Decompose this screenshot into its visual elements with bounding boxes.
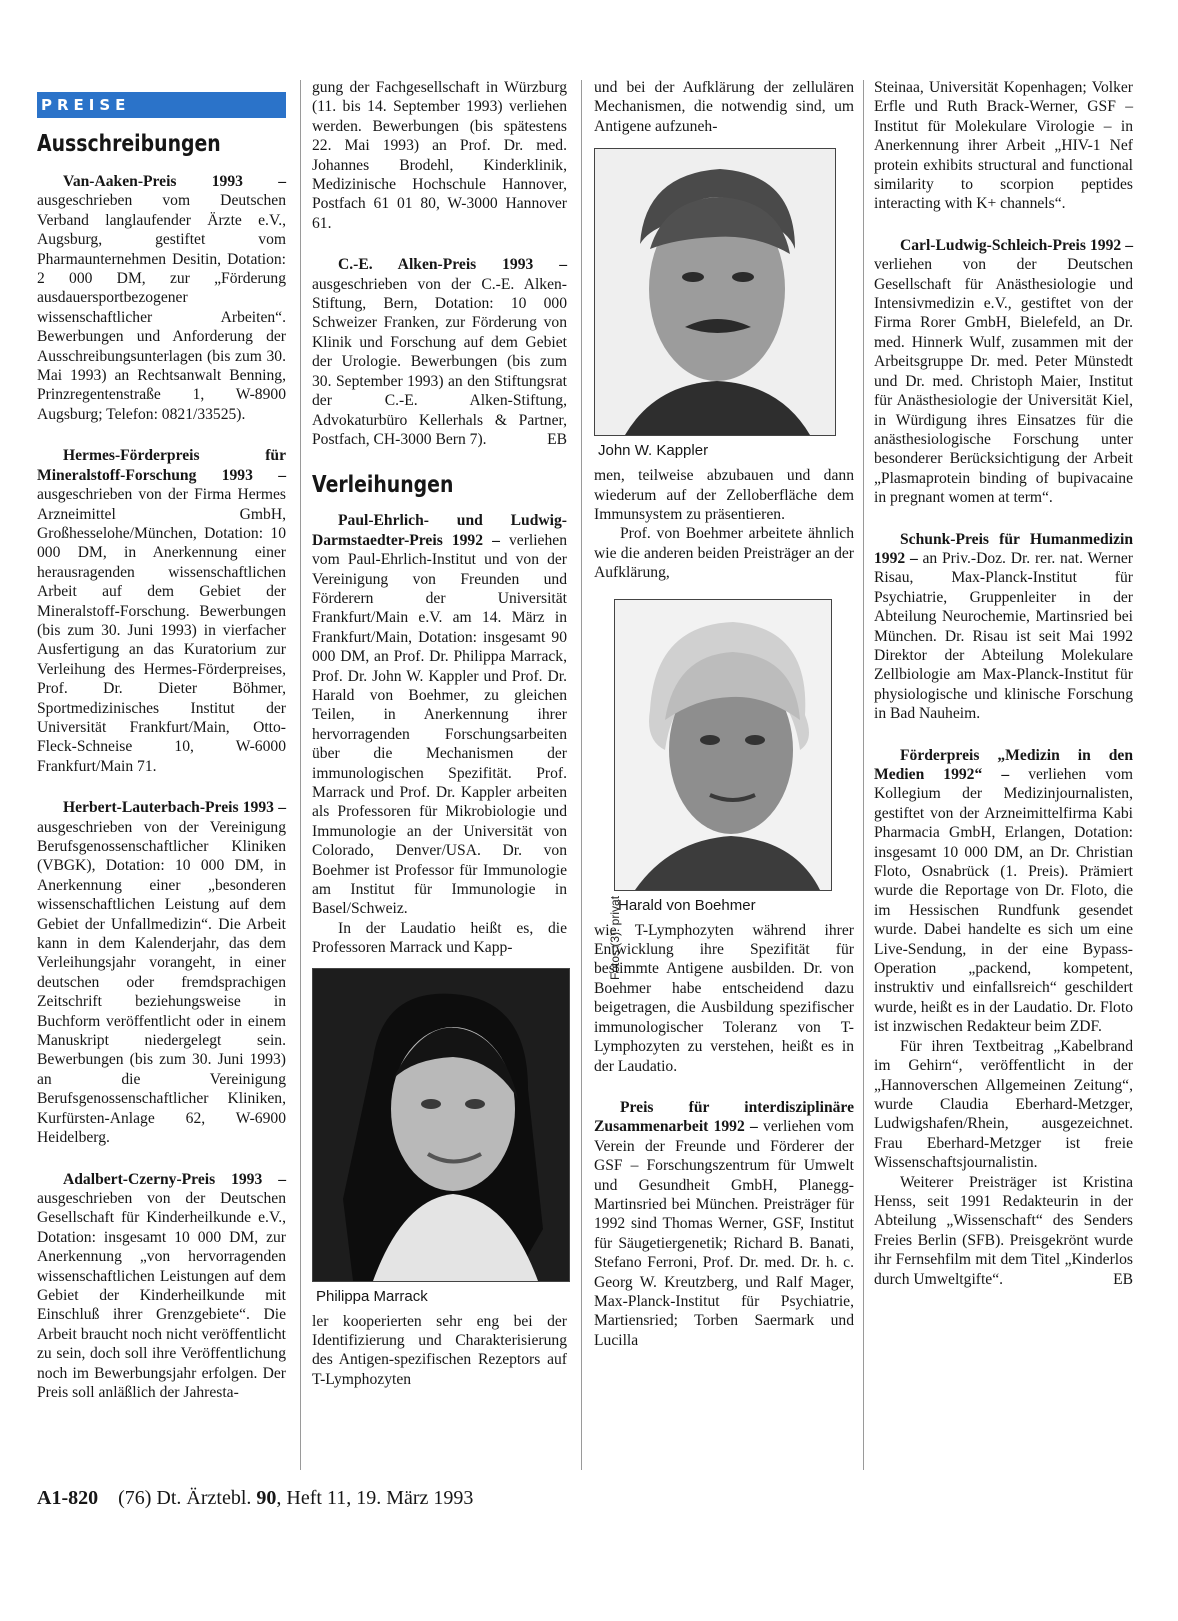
entry-title: Van-Aaken-Preis 1993 – <box>63 173 286 190</box>
photo-credit: Fotos (3): privat <box>608 895 622 980</box>
page-number: A1-820 <box>37 1487 99 1509</box>
portrait-image <box>313 969 569 1281</box>
paragraph: wie T-Lymphozyten während ihrer Entwicklung ihre Spezifität für bestimmte Antigene ausbilden. Dr. von Boehmer habe entscheidend dazu beigetragen, die Ausbildung spezifischer immunologischer Toleranz von T-Lymphozyten zu verstehen, heißt es in der Laudatio. <box>594 921 854 1075</box>
entry-title: Adalbert-Czerny-Preis 1993 – <box>63 1170 286 1188</box>
photo-caption: Philippa Marrack <box>316 1287 428 1305</box>
volume-number: 90 <box>256 1487 277 1509</box>
paragraph: Steinaa, Universität Kopenhagen; Volker Erfle und Ruth Brack-Werner, GSF – Institut für Molekulare Virologie – in Anerkennung ihrer Arbeit „HIV-1 Nef protein exhibits structural and functional similarity to scorpion peptides interacting with K+ channels“. <box>874 79 1133 213</box>
author-signature: EB <box>547 430 567 448</box>
column-4 <box>874 78 1133 1289</box>
column-3 <box>594 78 854 1350</box>
entry-text: verliehen vom Verein der Freunde und Förderer der GSF – Forschungszentrum für Umwelt und Gesundheit GmbH, Planegg-Martinsried bei München. Preisträger für 1992 sind Thomas Werner, GSF, Institut für Säugetiergenetik; Richard B. Banati, Stefano Ferroni, Prof. Dr. med. Dr. h. c. Georg W. Kreutzberg, und Ralf Mager, Max-Planck-Institut für Psychiatrie, Martiensried; Torben Saermark und Lucilla <box>594 1118 854 1349</box>
entry-title: Paul-Ehrlich- und Ludwig-Darmstaedter-Preis 1992 – <box>312 512 567 549</box>
entry-text: ausgeschrieben vom Deutschen Verband langlaufender Ärzte e.V., Augsburg, gestiftet vom Pharmaunternehmen Desitin, Dotation: 2 000 DM, zur „Förderung ausdauersportbezogener wissenschaftlicher Arbeiten“. Bewerbungen und Anforderung der Ausschreibungsunterlagen (bis zum 30. Mai 1993) an Rechtsanwalt Benning, Prinzregentenstraße 1, W-8900 Augsburg; Telefon: 0821/33525). <box>37 192 286 423</box>
author-signature: EB <box>1113 1270 1133 1288</box>
paragraph: und bei der Aufklärung der zellulären Mechanismen, die notwendig sind, um Antigene aufzuneh- <box>594 79 854 135</box>
entry-alken <box>312 255 567 449</box>
column-1 <box>37 92 286 1424</box>
entry-hermes <box>37 446 286 776</box>
portrait-image <box>615 600 831 890</box>
column-2 <box>312 78 567 1389</box>
entry-medizin-medien <box>874 746 1133 1037</box>
portrait-image <box>595 149 835 435</box>
entry-czerny-continued: gung der Fachgesellschaft in Würzburg (11. bis 14. September 1993) verliehen werden. Bewerbungen (bis spätestens 22. Mai 1993) an Prof. Dr. med. Johannes Brodehl, Kinderklinik, Medizinische Hochschule Hannover, Postfach 61 01 80, W-3000 Hannover 61. <box>312 79 567 232</box>
entry-text: ausgeschrieben von der C.-E. Alken-Stiftung, Bern, Dotation: 10 000 Schweizer Franken, zur Förderung von Klinik und Forschung auf dem Gebiet der Urologie. Bewerbungen (bis zum 30. September 1993) an den Stiftungsrat der C.-E. Alken-Stiftung, Advokaturbüro Kellerhals & Partner, Postfach, CH-3000 Bern 7). <box>312 275 567 448</box>
citation-suffix: , Heft 11, 19. März 1993 <box>276 1487 474 1509</box>
entry-title: Schunk-Preis für Humanmedizin 1992 – <box>874 530 1133 567</box>
entry-text: verliehen von der Deutschen Gesellschaft für Anästhesiologie und Intensivmedizin e.V., gestiftet von der Firma Rorer GmbH, Bielefeld, an Dr. med. Hinnerk Wulf, zusammen mit der Arbeitsgruppe Dr. med. Peter Münstedt und Dr. med. Christoph Maier, Institut für Anästhesiologie der Universität Kiel, in Würdigung ihres Einsatzes für die anästhesiologische Forschung unter besonderer Berücksichtigung der Arbeit „Plasmaprotein binding of bupivacaine in pregnant women at term“. <box>874 256 1133 507</box>
entry-paul-ehrlich <box>312 511 567 919</box>
paragraph: In der Laudatio heißt es, die Professoren Marrack und Kapp- <box>312 919 567 957</box>
entry-title: Förderpreis „Medizin in den Medien 1992“ – <box>874 746 1133 783</box>
entry-schunk <box>874 530 1133 724</box>
column-rule <box>863 80 864 1470</box>
citation-prefix: (76) Dt. Ärztebl. <box>118 1487 252 1509</box>
entry-text: verliehen vom Kollegium der Medizinjournalisten, gestiftet von der Arzneimittelfirma Kabi Pharmacia GmbH, Erlangen, Dotation: insgesamt 10 000 DM, an Dr. Christian Floto, Osnabrück (1. Preis). Prämiert wurde die Reportage von Dr. Floto, die im Hessischen Rundfunk gesendet wurde. Dabei handelte es sich um eine Live-Sendung, in der eine Bypass-Operation „packend, kompetent, instruktiv und einfallsreich“ geschildert wurde, heißt es in der Laudatio. Dr. Floto ist inzwischen Redakteur beim ZDF. <box>874 766 1133 1036</box>
column-rule <box>581 80 582 1470</box>
entry-text: ausgeschrieben von der Vereinigung Berufsgenossenschaftlicher Kliniken (VBGK), Dotation: 10 000 DM, in Anerkennung einer „besonderen wissenschaftlichen Leistung auf dem Gebiet der Unfallmedizin“. Die Arbeit kann in dem Kalenderjahr, das dem Verleihungsjahr vorangeht, in einer deutschen oder fremdsprachigen Zeitschrift beziehungsweise in Buchform veröffentlicht oder in einem Manuskript niedergelegt sein. Bewerbungen (bis zum 30. Juni 1993) an die Vereinigung Berufsgenossenschaftlicher Kliniken, Kurfürsten-Anlage 62, W-6900 Heidelberg. <box>37 818 286 1147</box>
entry-czerny <box>37 1170 286 1403</box>
photo-philippa-marrack <box>312 968 570 1282</box>
paragraph <box>874 1173 1133 1289</box>
paragraph: men, teilweise abzubauen und dann wiederum auf der Zelloberfläche dem Immunsystem zu präsentieren. <box>594 467 854 524</box>
entry-title: Herbert-Lauterbach-Preis 1993 – <box>63 799 286 817</box>
entry-title: Carl-Ludwig-Schleich-Preis 1992 – <box>900 236 1133 254</box>
paragraph: Für ihren Textbeitrag „Kabelbrand im Gehirn“, veröffentlicht in der „Hannoverschen Allgemeinen Zeitung“, wurde Claudia Eberhard-Metzger, Ludwigshafen/Rhein, ausgezeichnet. Frau Eberhard-Metzger ist freie Wissenschaftsjournalistin. <box>874 1037 1133 1172</box>
page-footer <box>37 1487 473 1510</box>
heading-verleihungen: Verleihungen <box>312 472 454 499</box>
entry-title: C.-E. Alken-Preis 1993 – <box>338 256 567 274</box>
photo-john-kappler <box>594 148 836 436</box>
paragraph-text: Weiterer Preisträger ist Kristina Henss, seit 1991 Redakteurin in der Abteilung „Wissenschaft“ des Senders Freies Berlin (SFB). Preisgekrönt wurde ihr Fernsehfilm mit dem Titel „Kinderlos durch Umweltgifte“. <box>874 1173 1133 1288</box>
entry-van-aaken <box>37 172 286 424</box>
entry-schleich <box>874 236 1133 508</box>
paragraph: ler kooperierten sehr eng bei der Identifizierung und Charakterisierung des Antigen-spezifischen Rezeptors auf T-Lymphozyten <box>312 1312 567 1388</box>
entry-text: verliehen vom Paul-Ehrlich-Institut und von der Vereinigung von Freunden und Förderern der Universität Frankfurt/Main e.V. am 14. März in Frankfurt/Main, Dotation: insgesamt 90 000 DM, an Prof. Dr. Philippa Marrack, Prof. Dr. John W. Kappler und Prof. Dr. Harald von Boehmer, zu gleichen Teilen, in Anerkennung ihrer hervorragenden Forschungsarbeiten über die Mechanismen der immunologischen Spezifität. Prof. Marrack und Prof. Dr. Kappler arbeiten als Professoren für Mikrobiologie und Immunologie an der Universität von Colorado, Denver/USA. Dr. von Boehmer ist Professor für Immunologie am Institut für Immunologie in Basel/Schweiz. <box>312 531 567 918</box>
entry-text: ausgeschrieben von der Deutschen Gesellschaft für Kinderheilkunde e.V., Dotation: insgesamt 10 000 DM, zur Anerkennung „von hervorragenden wissenschaftlichen Leistungen auf dem Gebiet der Kinderheilkunde mit Einschluß ihrer Grenzgebiete“. Die Arbeit braucht noch nicht veröffentlicht zu sein, doch soll ihre Veröffentlichung noch im Bewerbungsjahr erfolgen. Der Preis soll anläßlich der Jahresta- <box>37 1189 286 1401</box>
entry-lauterbach <box>37 798 286 1147</box>
section-label: PREISE <box>37 92 286 118</box>
entry-text: ausgeschrieben von der Firma Hermes Arzneimittel GmbH, Großhesselohe/München, Dotation: 10 000 DM, in Anerkennung einer herausragenden wissenschaftlichen Arbeit auf dem Gebiet der Mineralstoff-Forschung. Bewerbungen (bis zum 30. Juni 1993) in vierfacher Ausfertigung an das Kuratorium zur Verleihung des Hermes-Förderpreises, Prof. Dr. Dieter Böhmer, Sportmedizinisches Institut der Universität Frankfurt/Main, Otto-Fleck-Schneise 10, W-6000 Frankfurt/Main 71. <box>37 486 286 775</box>
photo-harald-von-boehmer <box>614 599 832 891</box>
paragraph: Prof. von Boehmer arbeitete ähnlich wie die anderen beiden Preisträger an der Aufklärung, <box>594 525 854 582</box>
entry-title: Hermes-Förderpreis für Mineralstoff-Forschung 1993 – <box>37 447 286 484</box>
photo-caption: Harald von Boehmer <box>618 896 756 914</box>
entry-interdisziplinaer <box>594 1098 854 1350</box>
entry-title: Preis für interdisziplinäre Zusammenarbeit 1992 – <box>594 1098 854 1136</box>
photo-caption: John W. Kappler <box>598 442 709 460</box>
heading-ausschreibungen: Ausschreibungen <box>37 131 221 157</box>
entry-text: an Priv.-Doz. Dr. rer. nat. Werner Risau, Max-Planck-Institut für Psychiatrie, Gruppenleiter in der Abteilung Neurochemie, Martinsried bei München. Dr. Risau ist seit Mai 1992 Direktor der Abteilung Molekulare Zellbiologie am Max-Planck-Institut für physiologische und klinische Forschung in Bad Nauheim. <box>874 549 1133 723</box>
column-rule <box>300 80 301 1470</box>
